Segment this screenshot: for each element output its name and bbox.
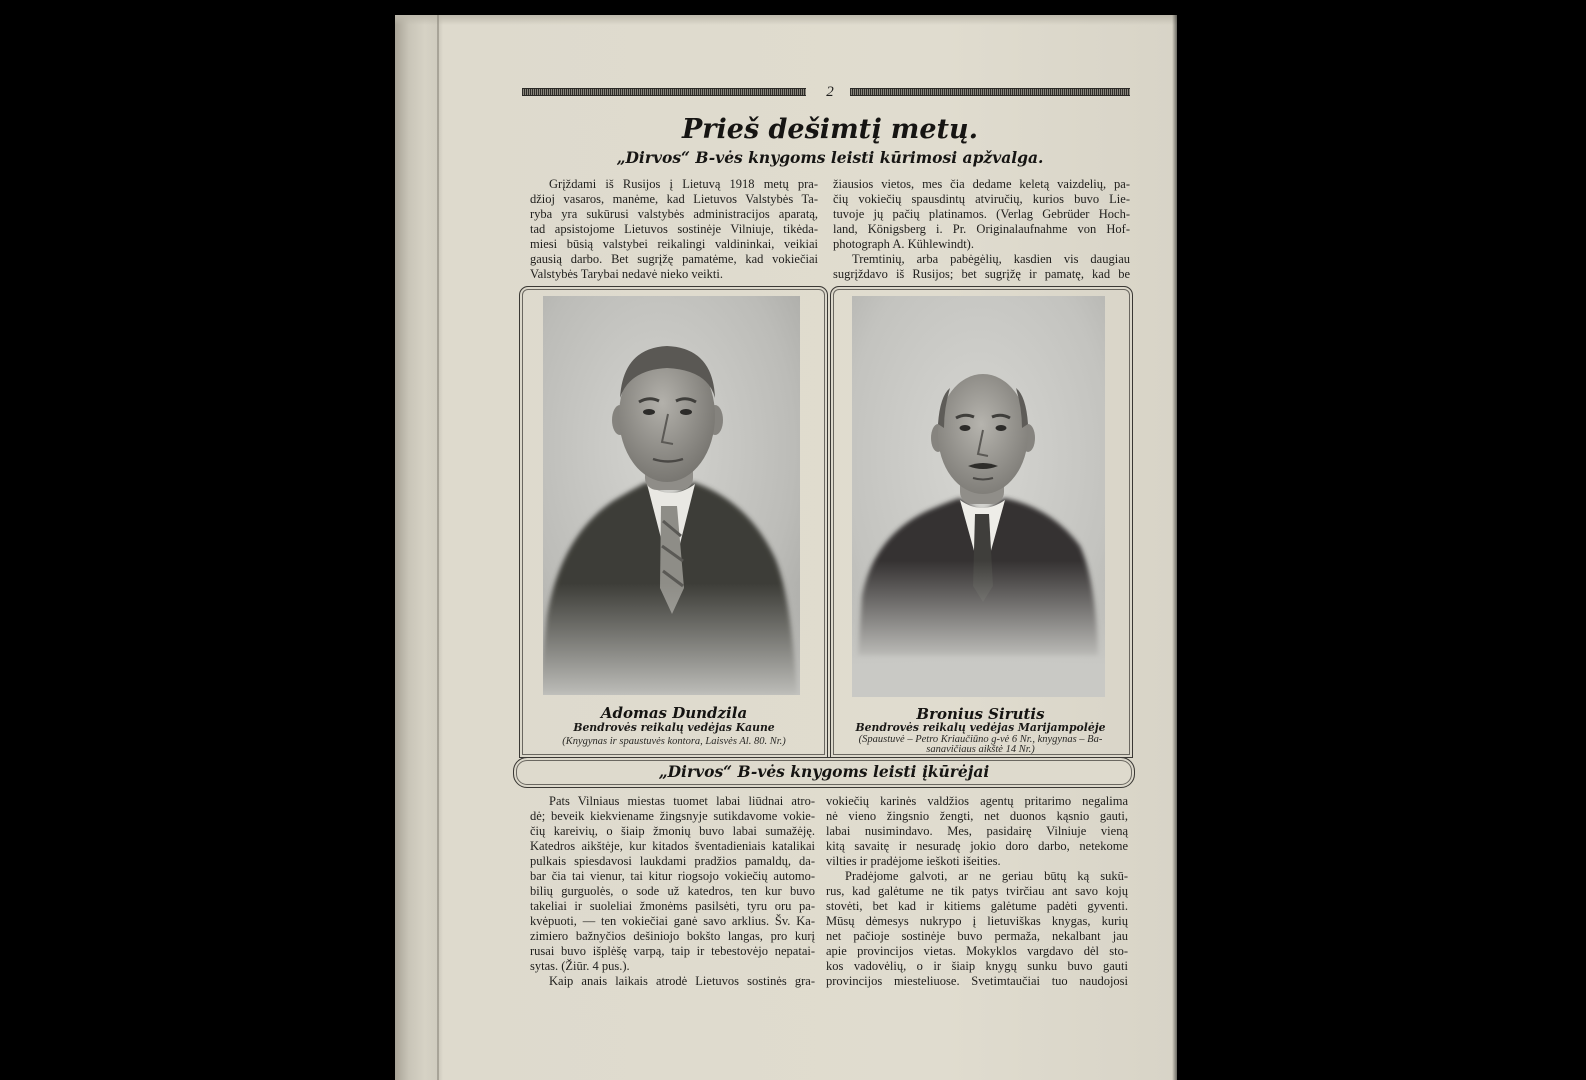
caption-note-left: (Knygynas ir spaustuvės kontora, Laisvės Al. 80. Nr.)	[562, 736, 786, 747]
caption-name-left: Adomas Dundzila	[600, 704, 748, 722]
text-line: Tremtinių, arba pabėgėlių, kasdien vis daugiau	[852, 252, 1130, 266]
caption-role-left: Bendrovės reikalų vedėjas Kaune	[573, 721, 775, 734]
binding-fold	[437, 15, 439, 1080]
text-line: vokiečių karinės valdžios agentų pritarimo negalima	[826, 794, 1128, 808]
header-rule-left	[522, 88, 806, 96]
portrait-image-left	[543, 296, 800, 695]
text-line: net pačioje sostinėje buvo permaža, nekalbant jau	[826, 929, 1128, 943]
text-line: sugrįždavo iš Rusijos; bet sugrįžę ir pamatę, kad be	[833, 267, 1130, 281]
text-line: sytas. (Žiūr. 4 pus.).	[530, 959, 630, 973]
text-line: land, Königsberg i. Pr. Originalaufnahme von Hof-	[833, 222, 1130, 236]
text-line: vilties ir pradėjome ieškoti išeities.	[826, 854, 1001, 868]
text-line: čių vokiečių spausdintų atviručių, kurios buvo Lie-	[833, 192, 1130, 206]
photo-caption-banner-text: „Dirvos“ B-vės knygoms leisti įkūrėjai	[658, 762, 990, 781]
body-column-left	[530, 794, 815, 989]
portrait-photo-right	[852, 296, 1105, 697]
caption-note-right-line-1: (Spaustuvė – Petro Kriaučiūno g-vė 6 Nr., knygynas – Ba-	[858, 734, 1103, 745]
caption-role-right: Bendrovės reikalų vedėjas Marijampolėje	[855, 721, 1106, 734]
page-right-edge	[1172, 15, 1177, 1080]
text-line: Grįždami iš Rusijos į Lietuvą 1918 metų pra-	[549, 177, 818, 191]
text-line: rusai buvo išplėšę varpą, taip ir tebestovėjo nepatai-	[530, 944, 815, 958]
text-line: Pradėjome galvoti, ar ne geriau būtų ką sukū-	[845, 869, 1128, 883]
text-line: Valstybės Tarybai nedavė nieko veikti.	[530, 267, 723, 281]
text-line: labai nusimindavo. Mes, pasidairę Vilniuje vieną	[826, 824, 1128, 838]
text-line: Pats Vilniaus miestas tuomet labai liūdnai atro-	[549, 794, 815, 808]
article-subtitle: „Dirvos“ B-vės knygoms leisti kūrimosi apžvalga.	[616, 148, 1044, 167]
text-line: kos vadovėlių, o ir šiaip knygų sunku buvo gauti	[826, 959, 1128, 973]
text-line: photograph A. Kühlewindt).	[833, 237, 974, 251]
text-line: tad apsistojome Lietuvos sostinėje Vilniuje, tikėda-	[530, 222, 818, 236]
text-line: nė vieno žingsnio žengti, net duonos kąsnio gauti,	[826, 809, 1128, 823]
caption-name-right: Bronius Sirutis	[916, 705, 1045, 723]
article-title: Prieš dešimtį metų.	[681, 114, 979, 145]
page-top-shading	[395, 15, 1177, 25]
intro-column-left	[530, 177, 818, 282]
header-rule-right	[850, 88, 1130, 96]
text-line: zimiero bažnyčios dešiniojo bokšto langas, pro kurį	[530, 929, 815, 943]
caption-note-right-line-2: sanavičiaus aikštė 14 Nr.)	[926, 744, 1035, 755]
portrait-photo-left	[543, 296, 800, 695]
text-line: Katedros aikštėje, kur kitados šventadieniais katalikai	[530, 839, 815, 853]
intro-column-right	[833, 177, 1130, 282]
text-line: čių kareivių, o šiaip žmonių buvo labai sumažėję.	[530, 824, 815, 838]
text-line: kvėpuoti, — ten vokiečiai ganė savo arklius. Šv. Ka-	[530, 914, 815, 928]
text-line: džioj vasaros, manėme, kad Lietuvos Valstybės Ta-	[530, 192, 818, 206]
text-line: Kaip anais laikais atrodė Lietuvos sostinės gra-	[549, 974, 815, 988]
text-line: žiausios vietos, mes čia dedame keletą vaizdelių, pa-	[833, 177, 1130, 191]
text-line: miesi būsią valstybei reikalingi valdininkai, veikiai	[530, 237, 818, 251]
text-line: kitą savaitę ir nesuradę jokio doro darbo, netekome	[826, 839, 1128, 853]
text-line: Mūsų dėmesys nukrypo į lietuviškas knygas, kurių	[826, 914, 1128, 928]
page-number: 2	[826, 84, 834, 100]
text-line: pulkais spiesdavosi laukdami pradžios pamaldų, da-	[530, 854, 815, 868]
text-line: takeliai ir suoleliai žmonėms pasilsėti, tyru oru pa-	[530, 899, 815, 913]
text-line: apie provincijos vietas. Mokyklos vargdavo dėl sto-	[826, 944, 1128, 958]
text-line: dė; beveik kiekviename žingsnyje sutikdavome vokie-	[530, 809, 815, 823]
text-line: provincijos miesteliuose. Svetimtaučiai tuo naudojosi	[826, 974, 1128, 988]
text-line: tuvoje jų pačių platinamos. (Verlag Gebrüder Hoch-	[833, 207, 1130, 221]
text-line: gausią darbo. Bet sugrįžę pamatėme, kad vokiečiai	[530, 252, 818, 266]
text-line: stovėti, bet kad ir kitiems galėtume padėti gyventi.	[826, 899, 1128, 913]
text-line: rus, kad galėtume ne tik patys tvirčiau ant savo kojų	[826, 884, 1128, 898]
portrait-image-right	[852, 296, 1105, 697]
text-line: bar čia tai vienur, tai kitur riogsojo vokiečių automo-	[530, 869, 815, 883]
text-line: bilių gurguolės, o sode už katedros, ten kur buvo	[530, 884, 815, 898]
text-line: ryba yra sukūrusi valstybės administracijos aparatą,	[530, 207, 818, 221]
body-column-right	[826, 794, 1128, 989]
